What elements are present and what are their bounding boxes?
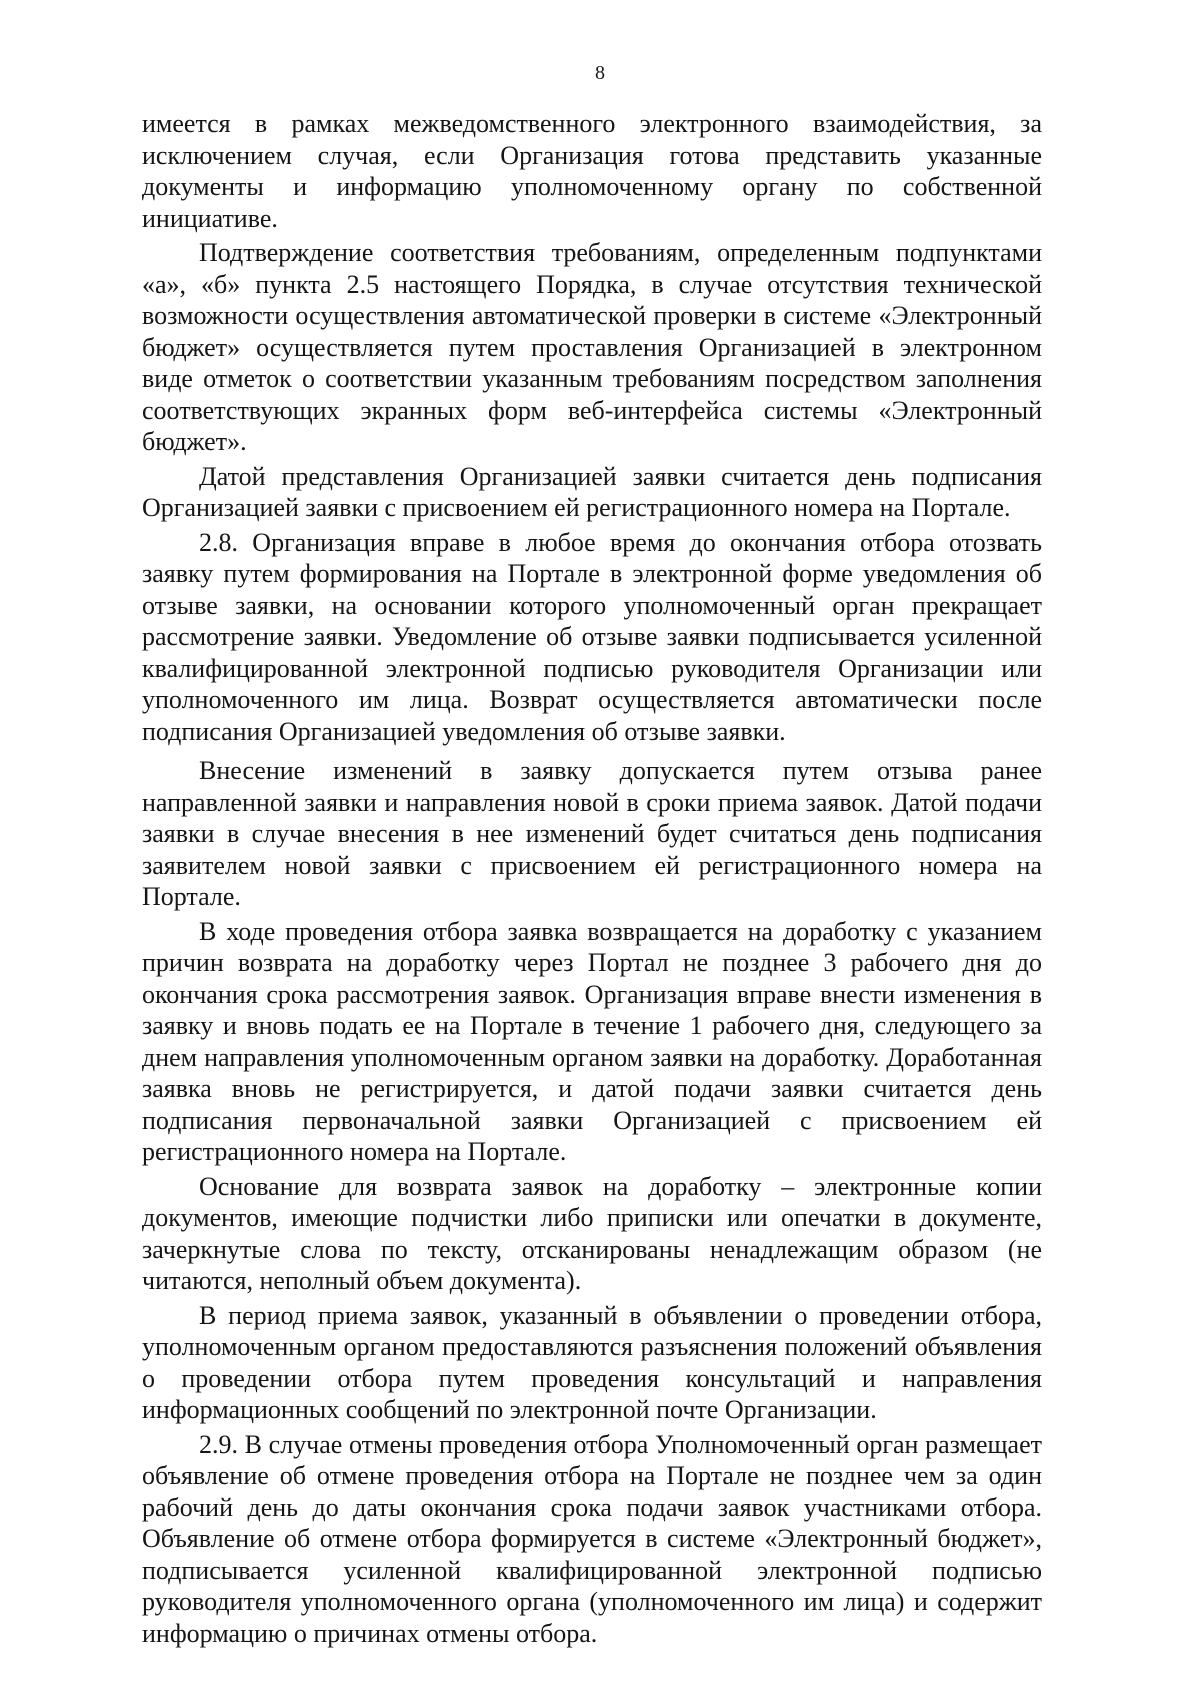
paragraph-changes: Внесение изменений в заявку допускается путем отзыва ранее направленной заявки и направления новой в сроки приема заявок. Датой подачи заявки в случае внесения в нее изменений будет считаться день подписания заявителем новой заявки с присвоением ей регистрационного номера на Портале. — [142, 756, 1042, 911]
paragraph-return-for-revision: В ходе проведения отбора заявка возвращается на доработку с указанием причин возврата на доработку через Портал не позднее 3 рабочего дня до окончания срока рассмотрения заявок. Организация вправе внести изменения в заявку и вновь подать ее на Портале в течение 1 рабочего дня, следующего за днем направления уполномоченным органом заявки на доработку. Доработанная заявка вновь не регистрируется, и датой подачи заявки считается день подписания первоначальной заявки Организацией с присвоением ей регистрационного номера на Портале. — [142, 916, 1042, 1166]
paragraph-submission-date: Датой представления Организацией заявки считается день подписания Организацией заявки с присвоением ей регистрационного номера на Портале. — [142, 461, 1042, 522]
page-number: 8 — [595, 62, 605, 84]
paragraph-2-9-cancellation: 2.9. В случае отмены проведения отбора Уполномоченный орган размещает объявление об отмене проведения отбора на Портале не позднее чем за один рабочий день до даты окончания срока подачи заявок участниками отбора. Объявление об отмене отбора формируется в системе «Электронный бюджет», подписывается усиленной квалифицированной электронной подписью руководителя уполномоченного органа (уполномоченного им лица) и содержит информацию о причинах отмены отбора. — [142, 1429, 1042, 1648]
paragraph-clarifications: В период приема заявок, указанный в объявлении о проведении отбора, уполномоченным органом предоставляются разъяснения положений объявления о проведении отбора путем проведения консультаций и направления информационных сообщений по электронной почте Организации. — [142, 1300, 1042, 1424]
document-body — [142, 108, 1042, 1652]
paragraph-confirmation: Подтверждение соответствия требованиям, определенным подпунктами «а», «б» пункта 2.5 настоящего Порядка, в случае отсутствия технической возможности осуществления автоматической проверки в системе «Электронный бюджет» осуществляется путем проставления Организацией в электронном виде отметок о соответствии указанным требованиям посредством заполнения соответствующих экранных форм веб-интерфейса системы «Электронный бюджет». — [142, 238, 1042, 456]
paragraph-return-grounds: Основание для возврата заявок на доработку – электронные копии документов, имеющие подчистки либо приписки или опечатки в документе, зачеркнутые слова по тексту, отсканированы ненадлежащим образом (не читаются, неполный объем документа). — [142, 1171, 1042, 1295]
paragraph-2-8-withdrawal: 2.8. Организация вправе в любое время до окончания отбора отозвать заявку путем формирования на Портале в электронной форме уведомления об отзыве заявки, на основании которого уполномоченный орган прекращает рассмотрение заявки. Уведомление об отзыве заявки подписывается усиленной квалифицированной электронной подписью руководителя Организации или уполномоченного им лица. Возврат осуществляется автоматически после подписания Организацией уведомления об отзыве заявки. — [142, 527, 1042, 746]
paragraph-continuation: имеется в рамках межведомственного электронного взаимодействия, за исключением случая, если Организация готова представить указанные документы и информацию уполномоченному органу по собственной инициативе. — [142, 109, 1042, 233]
